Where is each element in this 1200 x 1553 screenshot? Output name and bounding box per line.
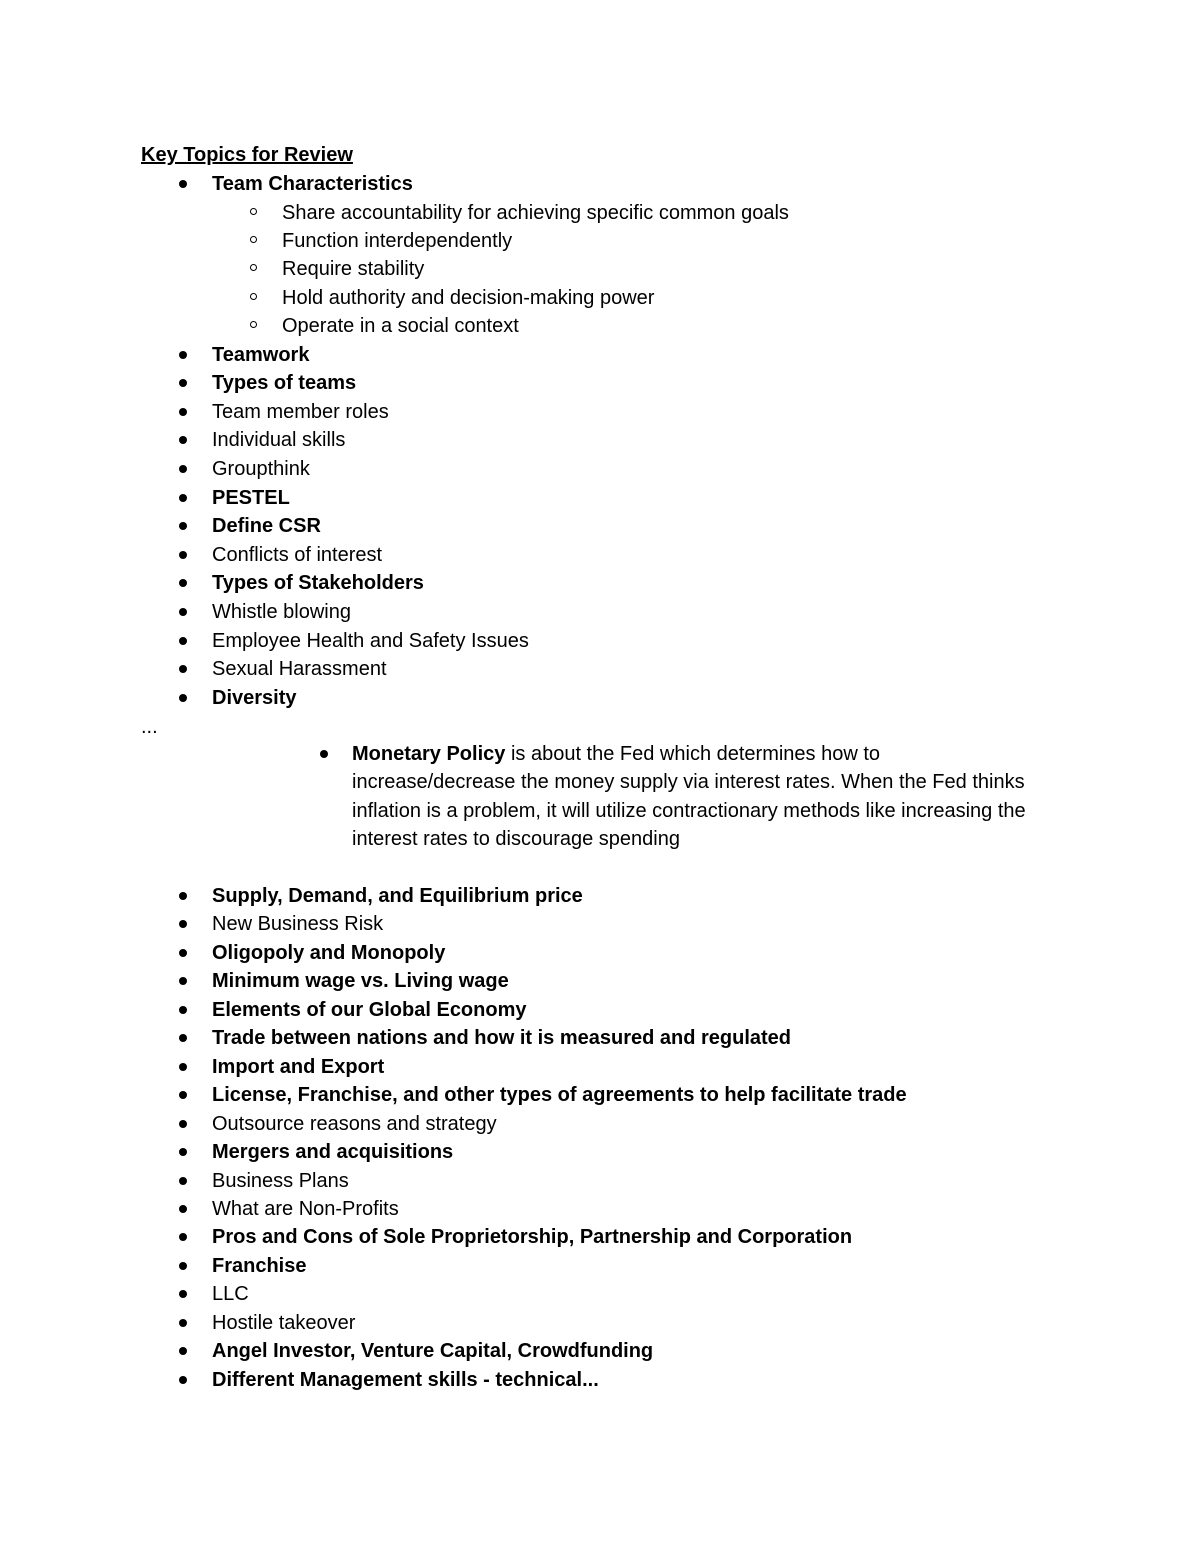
list-item	[212, 484, 789, 513]
list-item	[212, 1223, 907, 1251]
topics-list-2	[212, 882, 907, 1394]
list-item	[212, 569, 789, 598]
list-item	[212, 398, 789, 427]
list-item-text: Trade between nations and how it is measured and regulated	[212, 1027, 792, 1050]
list-item	[212, 1309, 907, 1337]
sub-list-item-text: Operate in a social context	[282, 315, 519, 338]
list-item	[212, 1024, 907, 1052]
monetary-policy-text: is about the Fed which determines how to increase/decrease the money supply via interest rates. When the Fed thinks inflation is a problem, it will utilize contractionary methods like increasing the interest rates to discourage spending	[352, 743, 1026, 851]
sub-list-item-text: Require stability	[282, 258, 425, 281]
list-item-text: Mergers and acquisitions	[212, 1141, 454, 1164]
monetary-policy-paragraph	[352, 740, 1042, 854]
list-item	[212, 939, 907, 967]
list-item	[212, 627, 789, 656]
list-item-text: Employee Health and Safety Issues	[212, 629, 529, 652]
list-item-text: LLC	[212, 1283, 249, 1306]
list-item-text: Types of teams	[212, 372, 357, 395]
list-item-text: License, Franchise, and other types of agreements to help facilitate trade	[212, 1084, 907, 1107]
sub-list-item-text: Share accountability for achieving specific common goals	[282, 201, 789, 224]
document-title: Key Topics for Review	[141, 144, 353, 166]
list-item-text: Teamwork	[212, 343, 310, 366]
sub-list-item-text: Function interdependently	[282, 230, 513, 252]
sub-list-item	[282, 255, 789, 283]
list-item	[212, 1138, 907, 1166]
list-item-text: New Business Risk	[212, 913, 384, 936]
sub-list-item	[282, 227, 789, 255]
list-item-text: Outsource reasons and strategy	[212, 1112, 497, 1135]
list-item	[212, 455, 789, 484]
list-item	[212, 882, 907, 910]
list-item	[212, 512, 789, 541]
list-item	[212, 1366, 907, 1394]
list-item	[212, 369, 789, 398]
monetary-policy-term: Monetary Policy	[352, 743, 506, 765]
list-item	[212, 910, 907, 938]
sub-list-item-text: Hold authority and decision-making power	[282, 286, 655, 309]
list-item	[212, 1081, 907, 1109]
sub-list-item	[282, 284, 789, 312]
list-item	[212, 684, 789, 713]
list-item-text: Pros and Cons of Sole Proprietorship, Partnership and Corporation	[212, 1226, 853, 1249]
list-item-text: Whistle blowing	[212, 600, 351, 623]
list-item-text: Individual skills	[212, 429, 346, 452]
list-item-text: Groupthink	[212, 458, 310, 480]
list-item	[212, 1167, 907, 1195]
list-item	[212, 341, 789, 370]
list-item-text: PESTEL	[212, 486, 290, 509]
omission-ellipsis: ...	[141, 716, 158, 738]
list-item	[212, 1337, 907, 1365]
list-item-text: Minimum wage vs. Living wage	[212, 970, 509, 993]
list-item-text: Supply, Demand, and Equilibrium price	[212, 885, 583, 907]
list-item-text: What are Non-Profits	[212, 1197, 399, 1220]
list-item-text: Sexual Harassment	[212, 658, 387, 681]
list-item-text: Define CSR	[212, 515, 321, 538]
list-item	[212, 655, 789, 684]
list-item	[212, 541, 789, 570]
list-item-text: Team member roles	[212, 400, 389, 423]
list-item-text: Team Characteristics	[212, 173, 413, 195]
list-item	[212, 967, 907, 995]
sub-list-item	[282, 199, 789, 227]
list-item-text: Oligopoly and Monopoly	[212, 941, 446, 964]
list-item-text: Angel Investor, Venture Capital, Crowdfunding	[212, 1340, 654, 1363]
list-item	[212, 1053, 907, 1081]
sub-list-item	[282, 312, 789, 340]
topics-list-1	[212, 170, 789, 712]
list-item	[212, 1252, 907, 1280]
list-item	[212, 1110, 907, 1138]
list-item-text: Business Plans	[212, 1169, 349, 1192]
list-item-text: Types of Stakeholders	[212, 572, 424, 595]
list-item	[212, 996, 907, 1024]
list-item	[212, 426, 789, 455]
list-item	[212, 1195, 907, 1223]
list-item-text: Import and Export	[212, 1055, 385, 1078]
list-item-text: Different Management skills - technical...	[212, 1368, 599, 1391]
list-item-text: Elements of our Global Economy	[212, 998, 527, 1021]
list-item-text: Diversity	[212, 686, 297, 709]
list-item	[212, 170, 789, 341]
list-item-text: Hostile takeover	[212, 1311, 356, 1334]
list-item	[212, 1280, 907, 1308]
team-characteristics-sublist	[212, 199, 789, 341]
list-item	[212, 598, 789, 627]
list-item-text: Conflicts of interest	[212, 543, 383, 566]
list-item-text: Franchise	[212, 1254, 307, 1277]
